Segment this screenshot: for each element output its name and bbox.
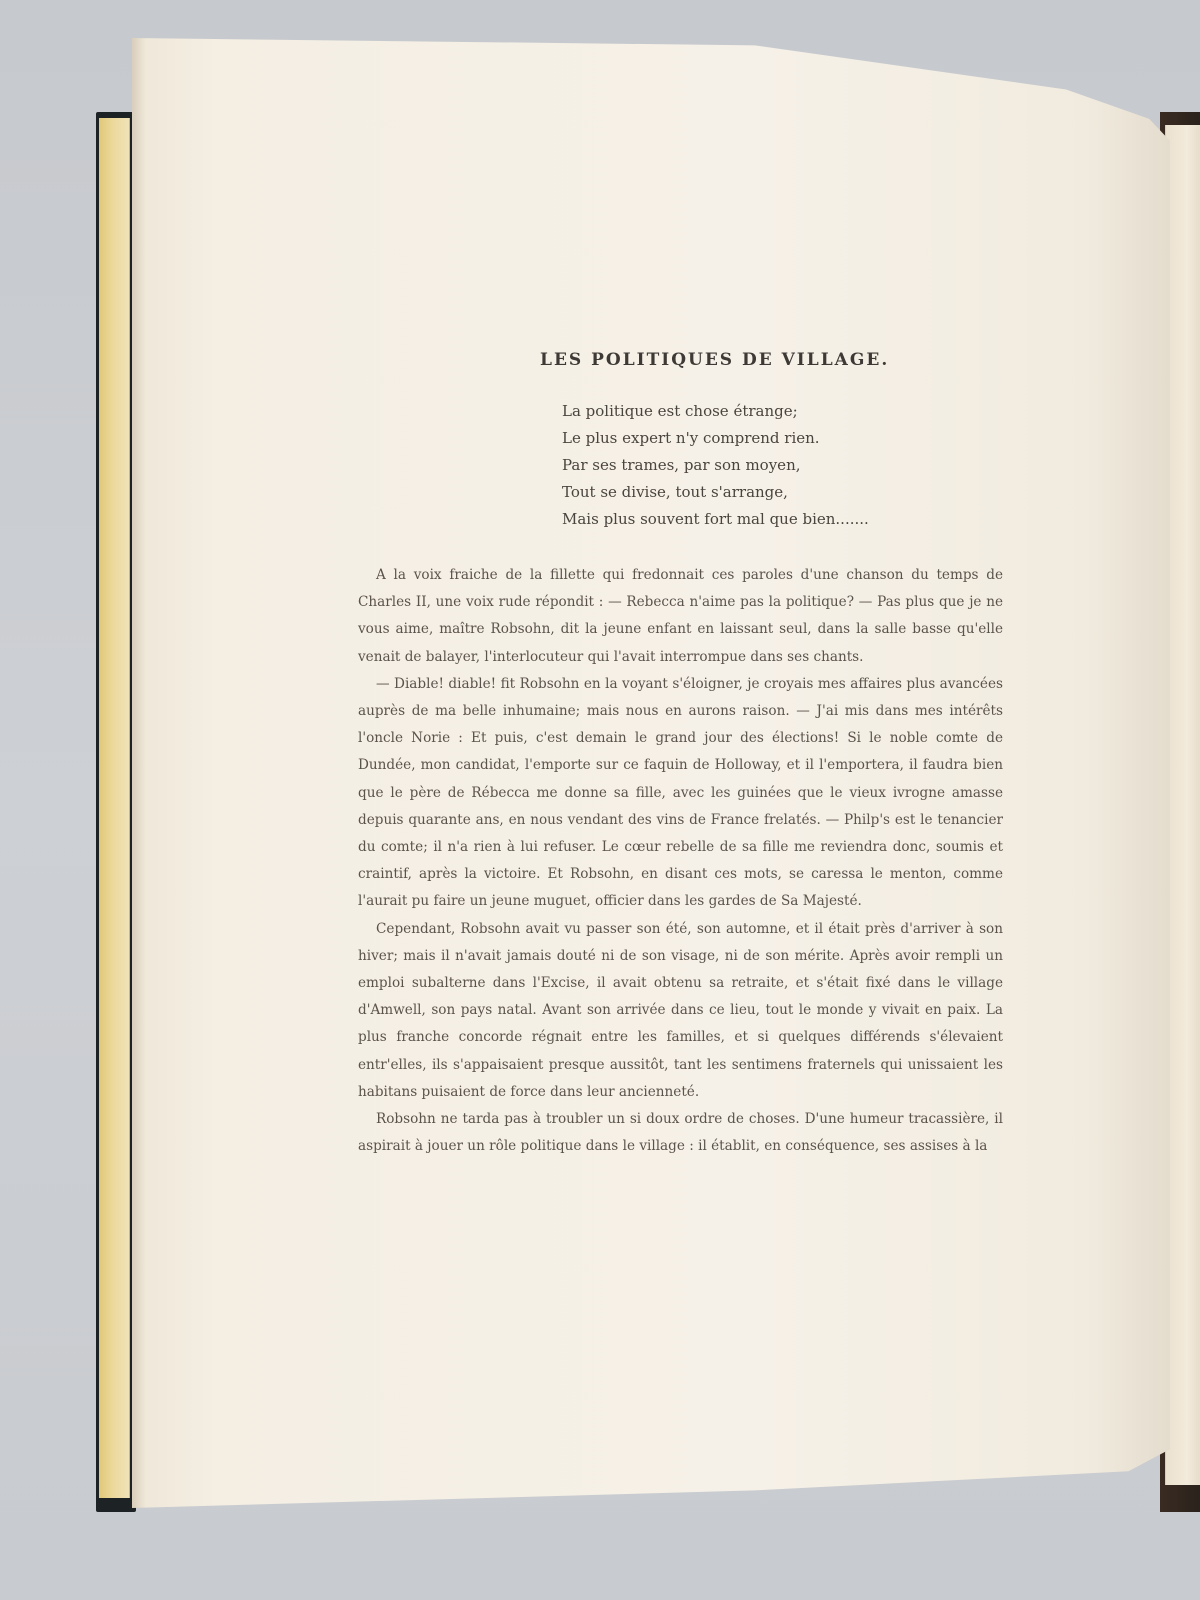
- verse-line: Le plus expert n'y comprend rien.: [562, 429, 820, 447]
- paragraph: Cependant, Robsohn avait vu passer son été, son automne, et il était près d'arriver à son hiver; mais il n'avait jamais douté ni de son visage, ni de son mérite. Après avoir rempli un emploi subalterne dans l'Excise, il avait obtenu sa retraite, et s'était fixé dans le village d'Amwell, son pays natal. Avant son arrivée dans ce lieu, tout le monde y vivait en paix. La plus franche concorde régnait entre les familles, et si quelques différends s'élevaient entr'elles, ils s'appaisaient presque aussitôt, tant les sentimens fraternels qui unissaient les habitans puisaient de force dans leur ancienneté.: [358, 920, 1003, 1100]
- verse-epigraph: [562, 398, 869, 533]
- verse-line: La politique est chose étrange;: [562, 402, 798, 420]
- page-edges-right: [1165, 125, 1200, 1485]
- page-edges-left: [99, 118, 130, 1498]
- verse-line: Tout se divise, tout s'arrange,: [562, 483, 788, 501]
- gutter-shadow: [132, 38, 146, 1508]
- verse-line: Par ses trames, par son moyen,: [562, 456, 801, 474]
- paragraph: Robsohn ne tarda pas à troubler un si doux ordre de choses. D'une humeur tracassière, il aspirait à jouer un rôle politique dans le village : il établit, en conséquence, ses assises à la: [358, 1111, 1003, 1155]
- body-text: [358, 562, 1003, 1160]
- page-title: LES POLITIQUES DE VILLAGE.: [540, 350, 890, 370]
- verse-line: Mais plus souvent fort mal que bien.......: [562, 510, 869, 528]
- paragraph: — Diable! diable! fit Robsohn en la voyant s'éloigner, je croyais mes affaires plus avancées auprès de ma belle inhumaine; mais nous en aurons raison. — J'ai mis dans mes intérêts l'oncle Norie : Et puis, c'est demain le grand jour des élections! Si le noble comte de Dundée, mon candidat, l'emporte sur ce faquin de Holloway, et il l'emportera, il faudra bien que le père de Rébecca me donne sa fille, avec les guinées que le vieux ivrogne amasse depuis quarante ans, en nous vendant des vins de France frelatés. — Philp's est le tenancier du comte; il n'a rien à lui refuser. Le cœur rebelle de sa fille me reviendra donc, soumis et craintif, après la victoire. Et Robsohn, en disant ces mots, se caressa le menton, comme l'aurait pu faire un jeune muguet, officier dans les gardes de Sa Majesté.: [358, 675, 1003, 910]
- paragraph: A la voix fraiche de la fillette qui fredonnait ces paroles d'une chanson du temps de Charles II, une voix rude répondit : — Rebecca n'aime pas la politique? — Pas plus que je ne vous aime, maître Robsohn, dit la jeune enfant en laissant seul, dans la salle basse qu'elle venait de balayer, l'interlocuteur qui l'avait interrompue dans ses chants.: [358, 567, 1003, 665]
